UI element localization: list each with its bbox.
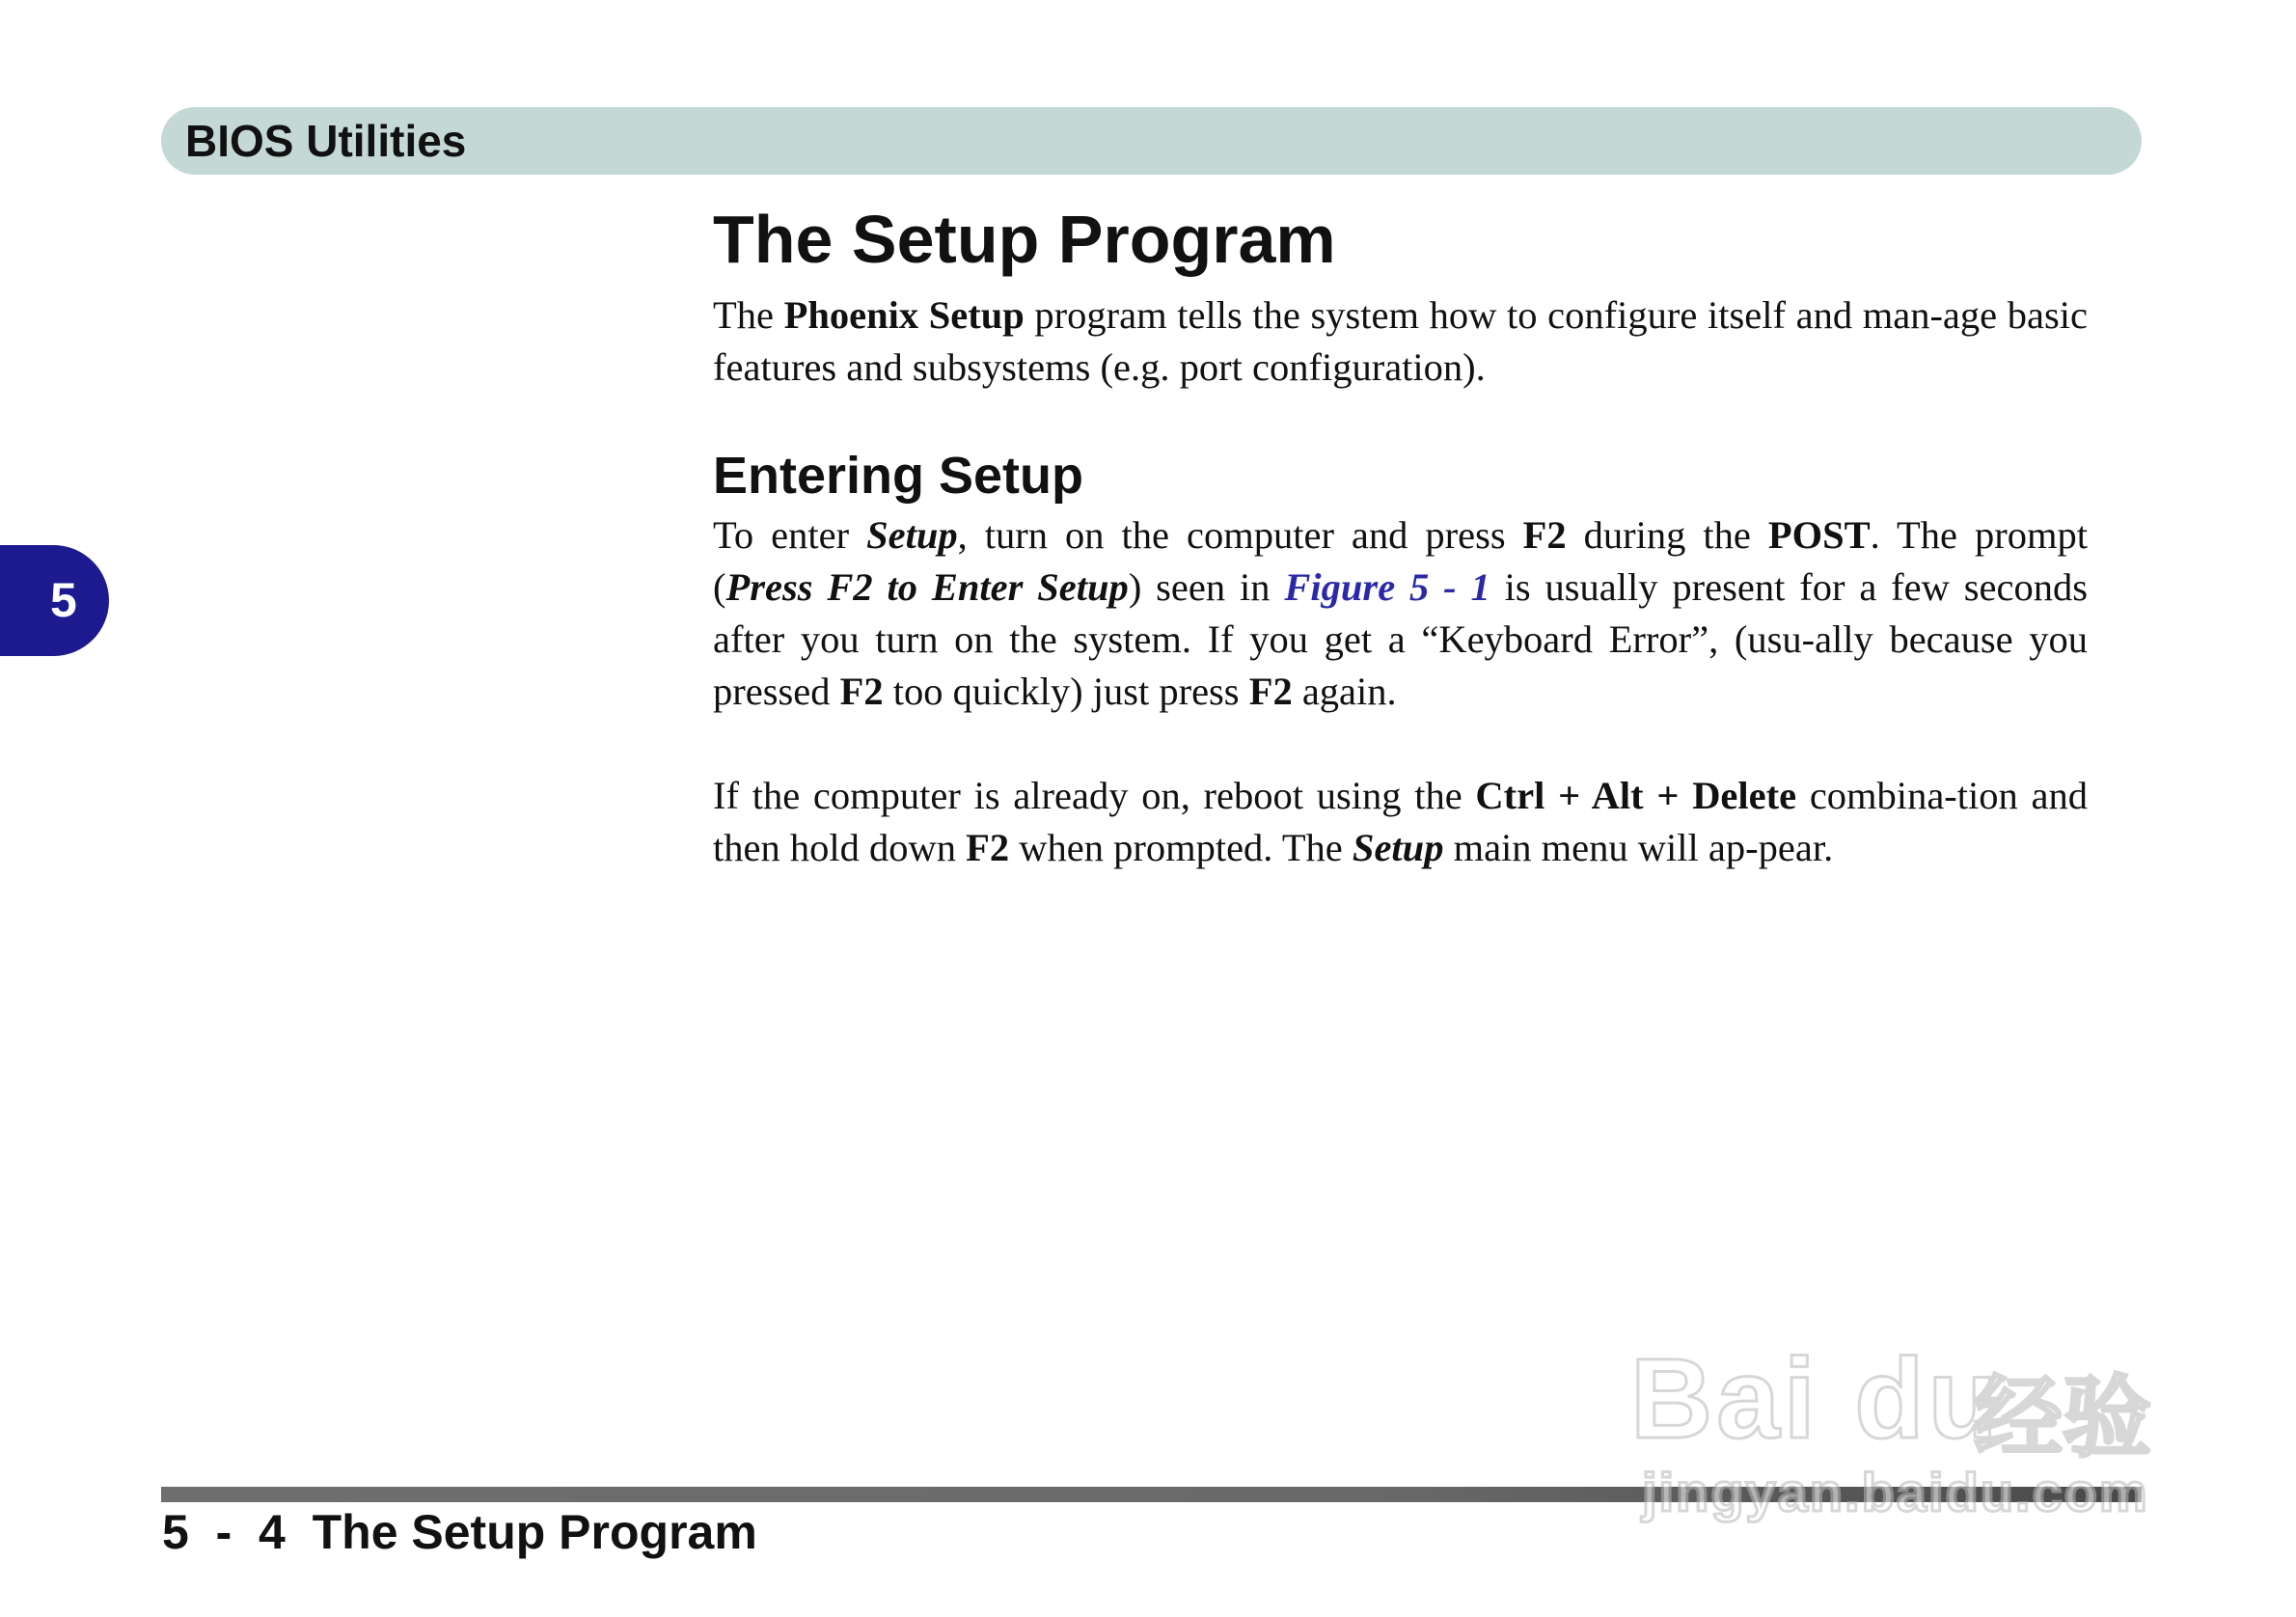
bold-text: Phoenix Setup [783,293,1025,337]
chapter-tab [0,545,109,656]
bold-text: F2 [1248,670,1293,713]
text-run: again. [1292,670,1397,713]
chapter-number: 5 [50,573,77,627]
bold-text: F2 [1522,513,1567,557]
text-run: . The prompt ( [713,513,2088,609]
text-run: , turn on the computer and press [957,513,1523,557]
bold-italic-text: Setup [866,513,958,557]
baidu-watermark [1630,1272,2171,1542]
text-run: combina-tion and then hold down [713,774,2088,869]
page-footer: 5 - 4 The Setup Program [162,1505,757,1559]
text-run: If the computer is already on, reboot using the [713,774,1476,817]
running-header [161,107,2142,175]
text-run: too quickly) just press [883,670,1249,713]
text-run: program tells the system how to configure itself and man-age basic features and subsystems (e.g. port configuration). [713,293,2088,389]
bold-italic-text: Press F2 to Enter Setup [725,565,1129,609]
watermark-cn-text: 经验 [1974,1369,2152,1467]
section-title: BIOS Utilities [185,116,467,166]
main-content [713,193,2088,874]
watermark-brand: Bai du [1630,1335,2002,1463]
section-heading: Entering Setup [713,447,1084,505]
bold-italic-text: Setup [1352,826,1444,869]
text-run: ) seen in [1128,565,1285,609]
entering-setup-paragraph [713,509,2088,718]
text-run: when prompted. The [1009,826,1353,869]
bold-text: F2 [839,670,884,713]
bold-text: Ctrl + Alt + Delete [1475,774,1797,817]
page-title: The Setup Program [713,202,1336,277]
bold-text: F2 [966,826,1010,869]
text-run: is usually present for a few seconds after you turn on the system. If you get a “Keyboard Error”, (usu-ally because you pressed [713,565,2088,713]
figure-reference-link[interactable]: Figure 5 - 1 [1284,565,1490,609]
reboot-paragraph [713,770,2088,874]
text-run: To enter [713,513,867,557]
intro-paragraph [713,289,2088,394]
text-run: The [713,293,784,337]
text-run: main menu will ap-pear. [1443,826,1834,869]
watermark-url: jingyan.baidu.com [1642,1462,2149,1522]
bold-text: POST [1767,513,1871,557]
text-run: during the [1566,513,1768,557]
